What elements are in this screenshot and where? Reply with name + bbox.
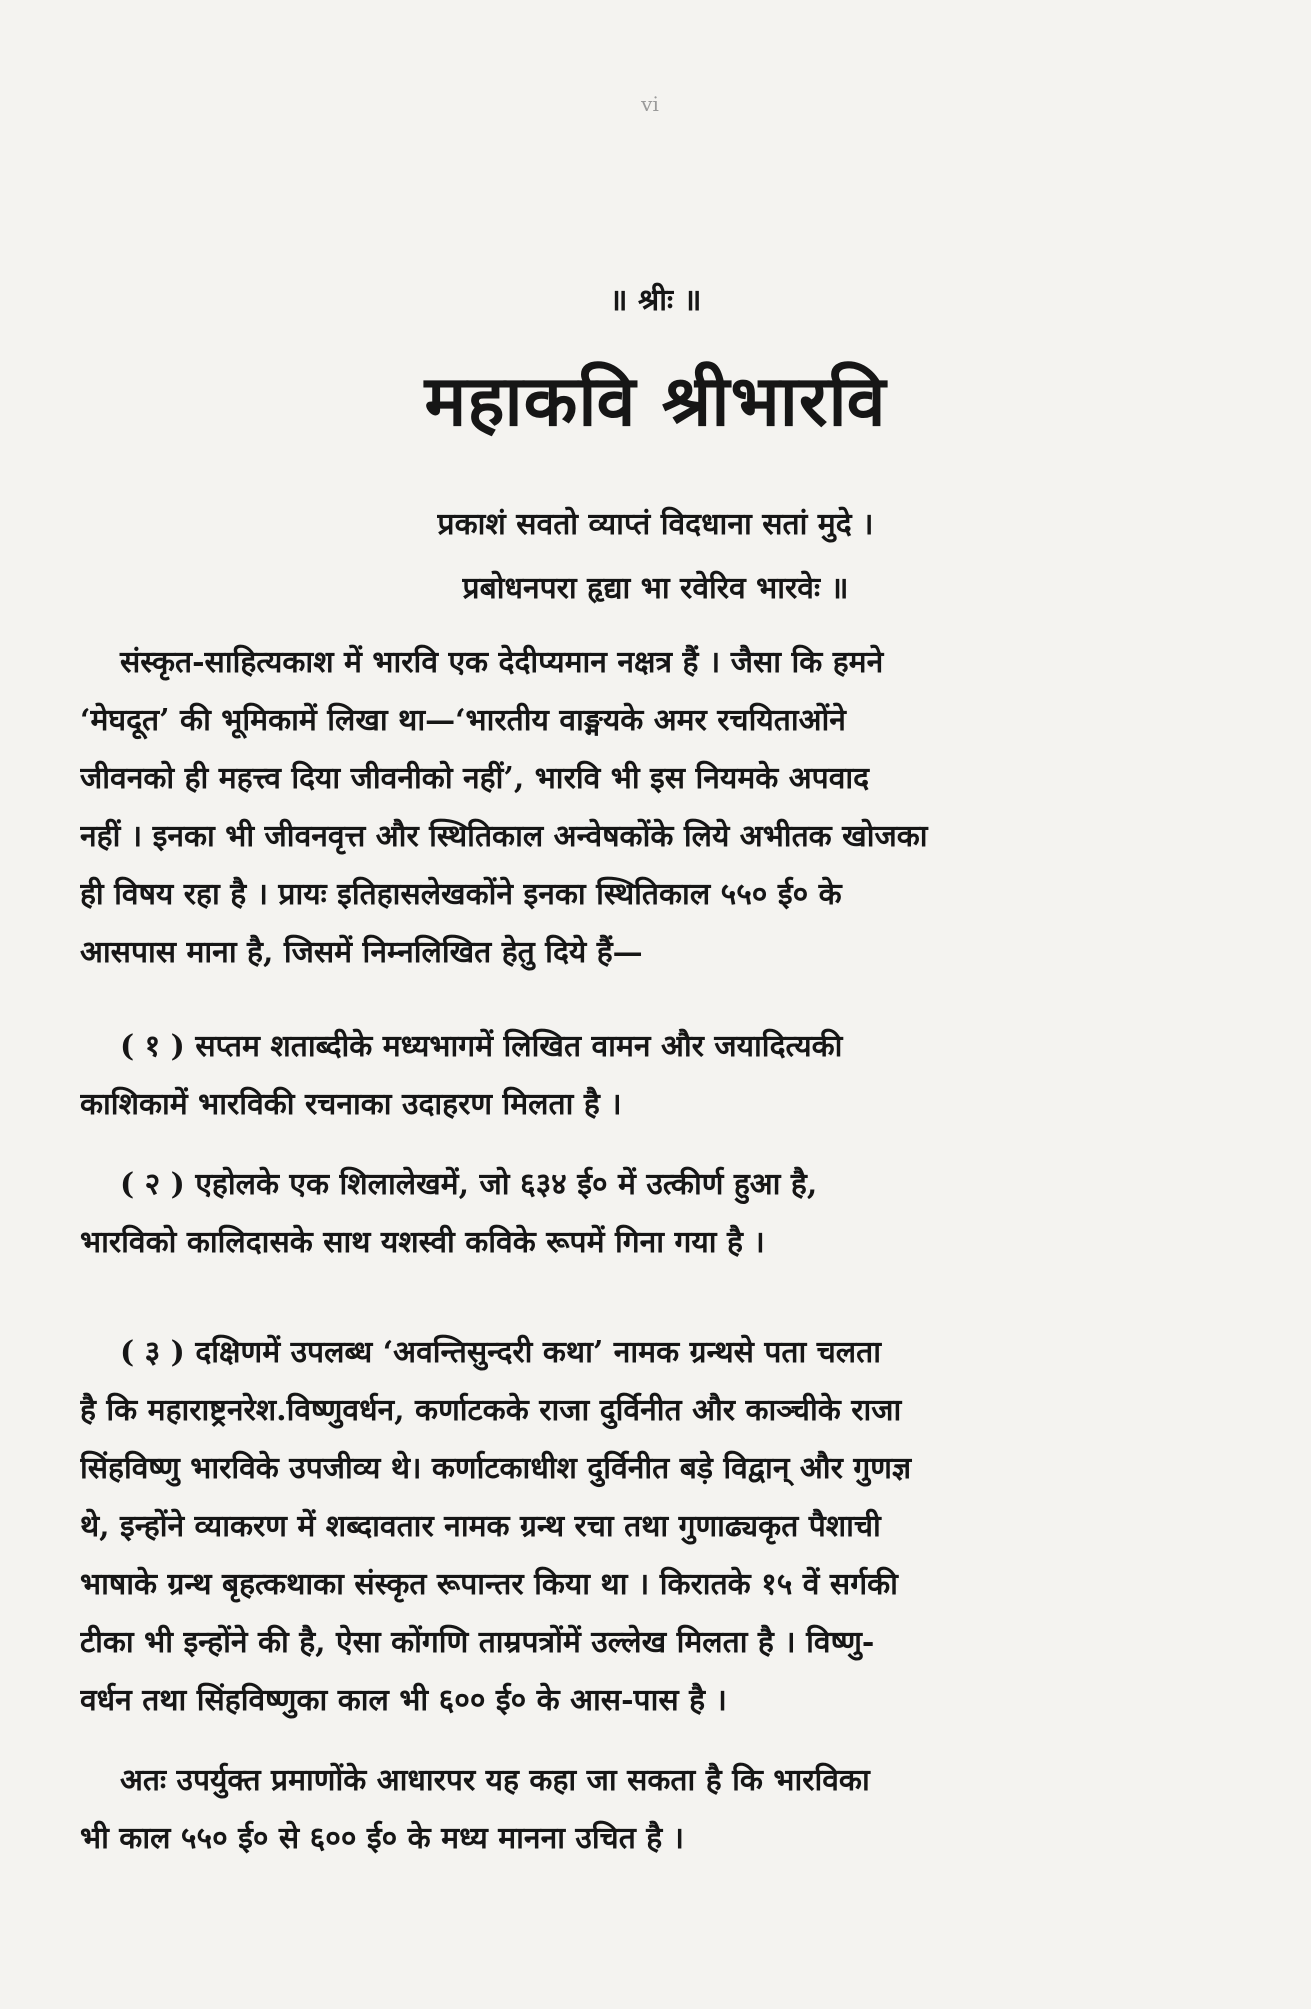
paragraph-line: वर्धन तथा सिंहविष्णुका काल भी ६०० ई० के आस-पास है । [80, 1683, 727, 1718]
paragraph-line: ‘मेघदूत’ की भूमिकामें लिखा था—‘भारतीय वाङ्मयके अमर रचयिताओंने [80, 703, 846, 738]
page-number: vi [641, 92, 659, 116]
paragraph-line: भारविको कालिदासके साथ यशस्वी कविके रूपमें गिना गया है । [80, 1225, 765, 1260]
page-title: महाकवि श्रीभारवि [424, 359, 887, 442]
paragraph-line: काशिकामें भारविकी रचनाका उदाहरण मिलता है । [80, 1087, 622, 1122]
paragraph-line: थे, इन्होंने व्याकरण में शब्दावतार नामक ग्रन्थ रचा तथा गुणाढ्यकृत पैशाची [80, 1509, 881, 1544]
paragraph-line: ( २ ) एहोलके एक शिलालेखमें, जो ६३४ ई० में उत्कीर्ण हुआ है, [120, 1167, 818, 1202]
paragraph-line: नहीं । इनका भी जीवनवृत्त और स्थितिकाल अन्वेषकोंके लिये अभीतक खोजका [80, 819, 928, 854]
paragraph-line: है कि महाराष्ट्रनरेश.विष्णुवर्धन, कर्णाटकके राजा दुर्विनीत और काञ्चीके राजा [80, 1393, 902, 1428]
verse-line-2: प्रबोधनपरा हृद्या भा रवेरिव भारवेः ॥ [462, 571, 849, 606]
paragraph-line: संस्कृत-साहित्यकाश में भारवि एक देदीप्यमान नक्षत्र हैं । जैसा कि हमने [120, 645, 884, 680]
paragraph-line: सिंहविष्णु भारविके उपजीव्य थे। कर्णाटकाधीश दुर्विनीत बड़े विद्वान् और गुणज्ञ [80, 1451, 912, 1486]
paragraph-point-3 [80, 1324, 1210, 1730]
paragraph-line: अतः उपर्युक्त प्रमाणोंके आधारपर यह कहा जा सकता है कि भारविका [120, 1763, 870, 1798]
paragraph-conclusion [80, 1752, 1210, 1868]
paragraph-intro [80, 634, 1210, 982]
paragraph-line: ( ३ ) दक्षिणमें उपलब्ध ‘अवन्तिसुन्दरी कथा’ नामक ग्रन्थसे पता चलता [120, 1335, 882, 1370]
paragraph-line: जीवनको ही महत्त्व दिया जीवनीको नहीं’, भारवि भी इस नियमके अपवाद [80, 761, 870, 796]
invocation: ॥ श्रीः ॥ [609, 283, 702, 318]
paragraph-line: भी काल ५५० ई० से ६०० ई० के मध्य मानना उचित है । [80, 1821, 684, 1856]
paragraph-line: ( १ ) सप्तम शताब्दीके मध्यभागमें लिखित वामन और जयादित्यकी [120, 1029, 843, 1064]
paragraph-line: ही विषय रहा है । प्रायः इतिहासलेखकोंने इनका स्थितिकाल ५५० ई० के [80, 877, 842, 912]
paragraph-point-1 [80, 1018, 1210, 1134]
paragraph-line: भाषाके ग्रन्थ बृहत्कथाका संस्कृत रूपान्तर किया था । किरातके १५ वें सर्गकी [80, 1567, 898, 1602]
paragraph-line: टीका भी इन्होंने की है, ऐसा कोंगणि ताम्रपत्रोंमें उल्लेख मिलता है । विष्णु- [80, 1625, 875, 1660]
paragraph-line: आसपास माना है, जिसमें निम्नलिखित हेतु दिये हैं— [80, 935, 643, 970]
paragraph-point-2 [80, 1156, 1210, 1272]
verse-line-1: प्रकाशं सवतो व्याप्तं विदधाना सतां मुदे । [437, 507, 874, 542]
